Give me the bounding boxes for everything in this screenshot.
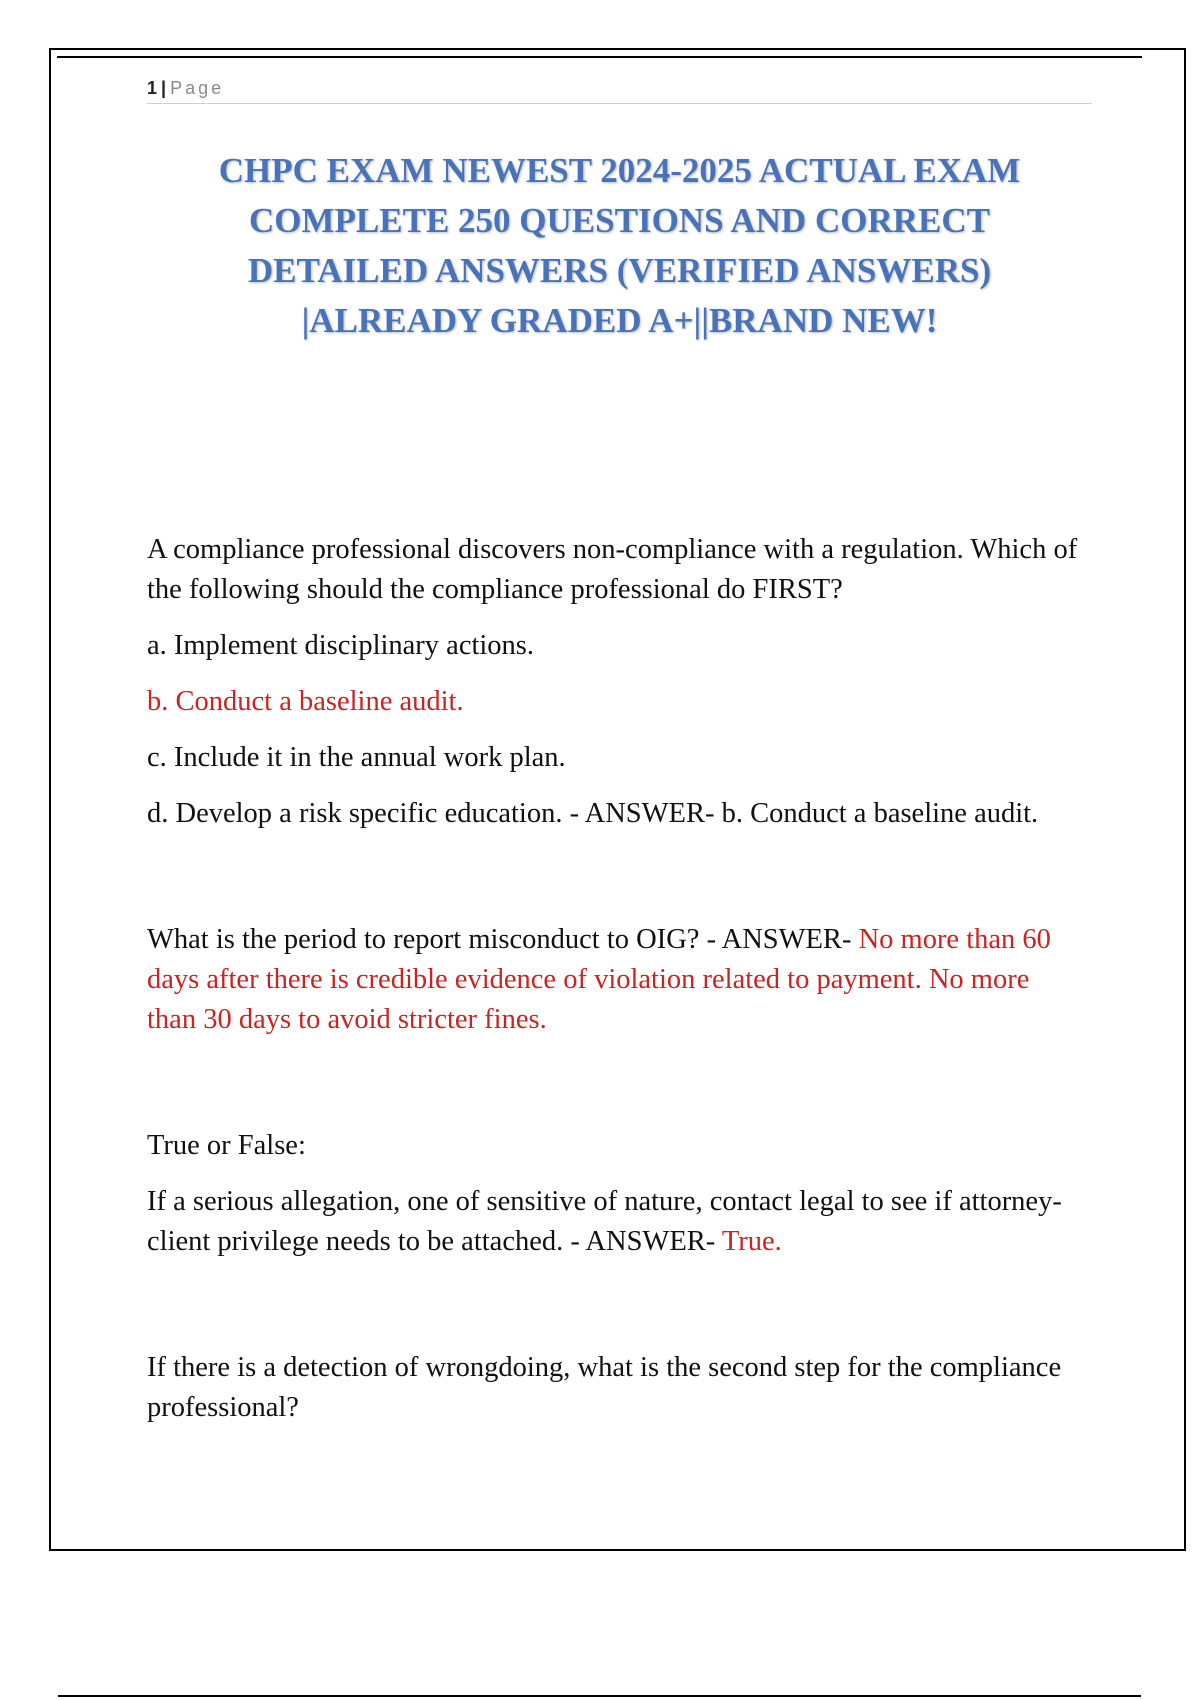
questions-body	[147, 530, 1084, 1428]
question-1-option-c: c. Include it in the annual work plan.	[147, 742, 566, 773]
page-header	[147, 75, 1092, 104]
bottom-rule	[58, 1695, 1141, 1697]
title-line-2: COMPLETE 250 QUESTIONS AND CORRECT	[249, 201, 990, 240]
question-3-intro: True or False:	[147, 1130, 306, 1161]
question-3-answer: True.	[721, 1226, 782, 1257]
question-1-option-a: a. Implement disciplinary actions.	[147, 630, 535, 661]
page-frame	[49, 48, 1186, 1551]
title-line-4: |ALREADY GRADED A+||BRAND NEW!	[301, 301, 938, 340]
question-3	[147, 1182, 1084, 1262]
page-number: 1	[147, 78, 158, 98]
page-separator: |	[161, 78, 167, 98]
question-1-text: A compliance professional discovers non-compliance with a regulation. Which of the following should the compliance professional do FIRST?	[147, 534, 1078, 605]
question-1-option-d-answer: d. Develop a risk specific education. - ANSWER- b. Conduct a baseline audit.	[147, 798, 1039, 829]
document-title	[147, 146, 1092, 346]
question-1-option-b-correct: b. Conduct a baseline audit.	[147, 686, 464, 717]
top-rule	[57, 56, 1142, 58]
question-3-text: If a serious allegation, one of sensitive of nature, contact legal to see if attorney-client privilege needs to be attached. - ANSWER-	[147, 1186, 1062, 1257]
page-label: Page	[170, 78, 225, 98]
title-line-3: DETAILED ANSWERS (VERIFIED ANSWERS)	[247, 251, 992, 290]
question-2	[147, 920, 1084, 1040]
question-2-answer: No more than 60 days after there is credible evidence of violation related to payment. No more than 30 days to avoid stricter fines.	[147, 924, 1051, 1035]
title-line-1: CHPC EXAM NEWEST 2024-2025 ACTUAL EXAM	[218, 151, 1021, 190]
question-2-text: What is the period to report misconduct to OIG? - ANSWER-	[147, 924, 859, 955]
question-4-text: If there is a detection of wrongdoing, what is the second step for the compliance professional?	[147, 1352, 1062, 1423]
